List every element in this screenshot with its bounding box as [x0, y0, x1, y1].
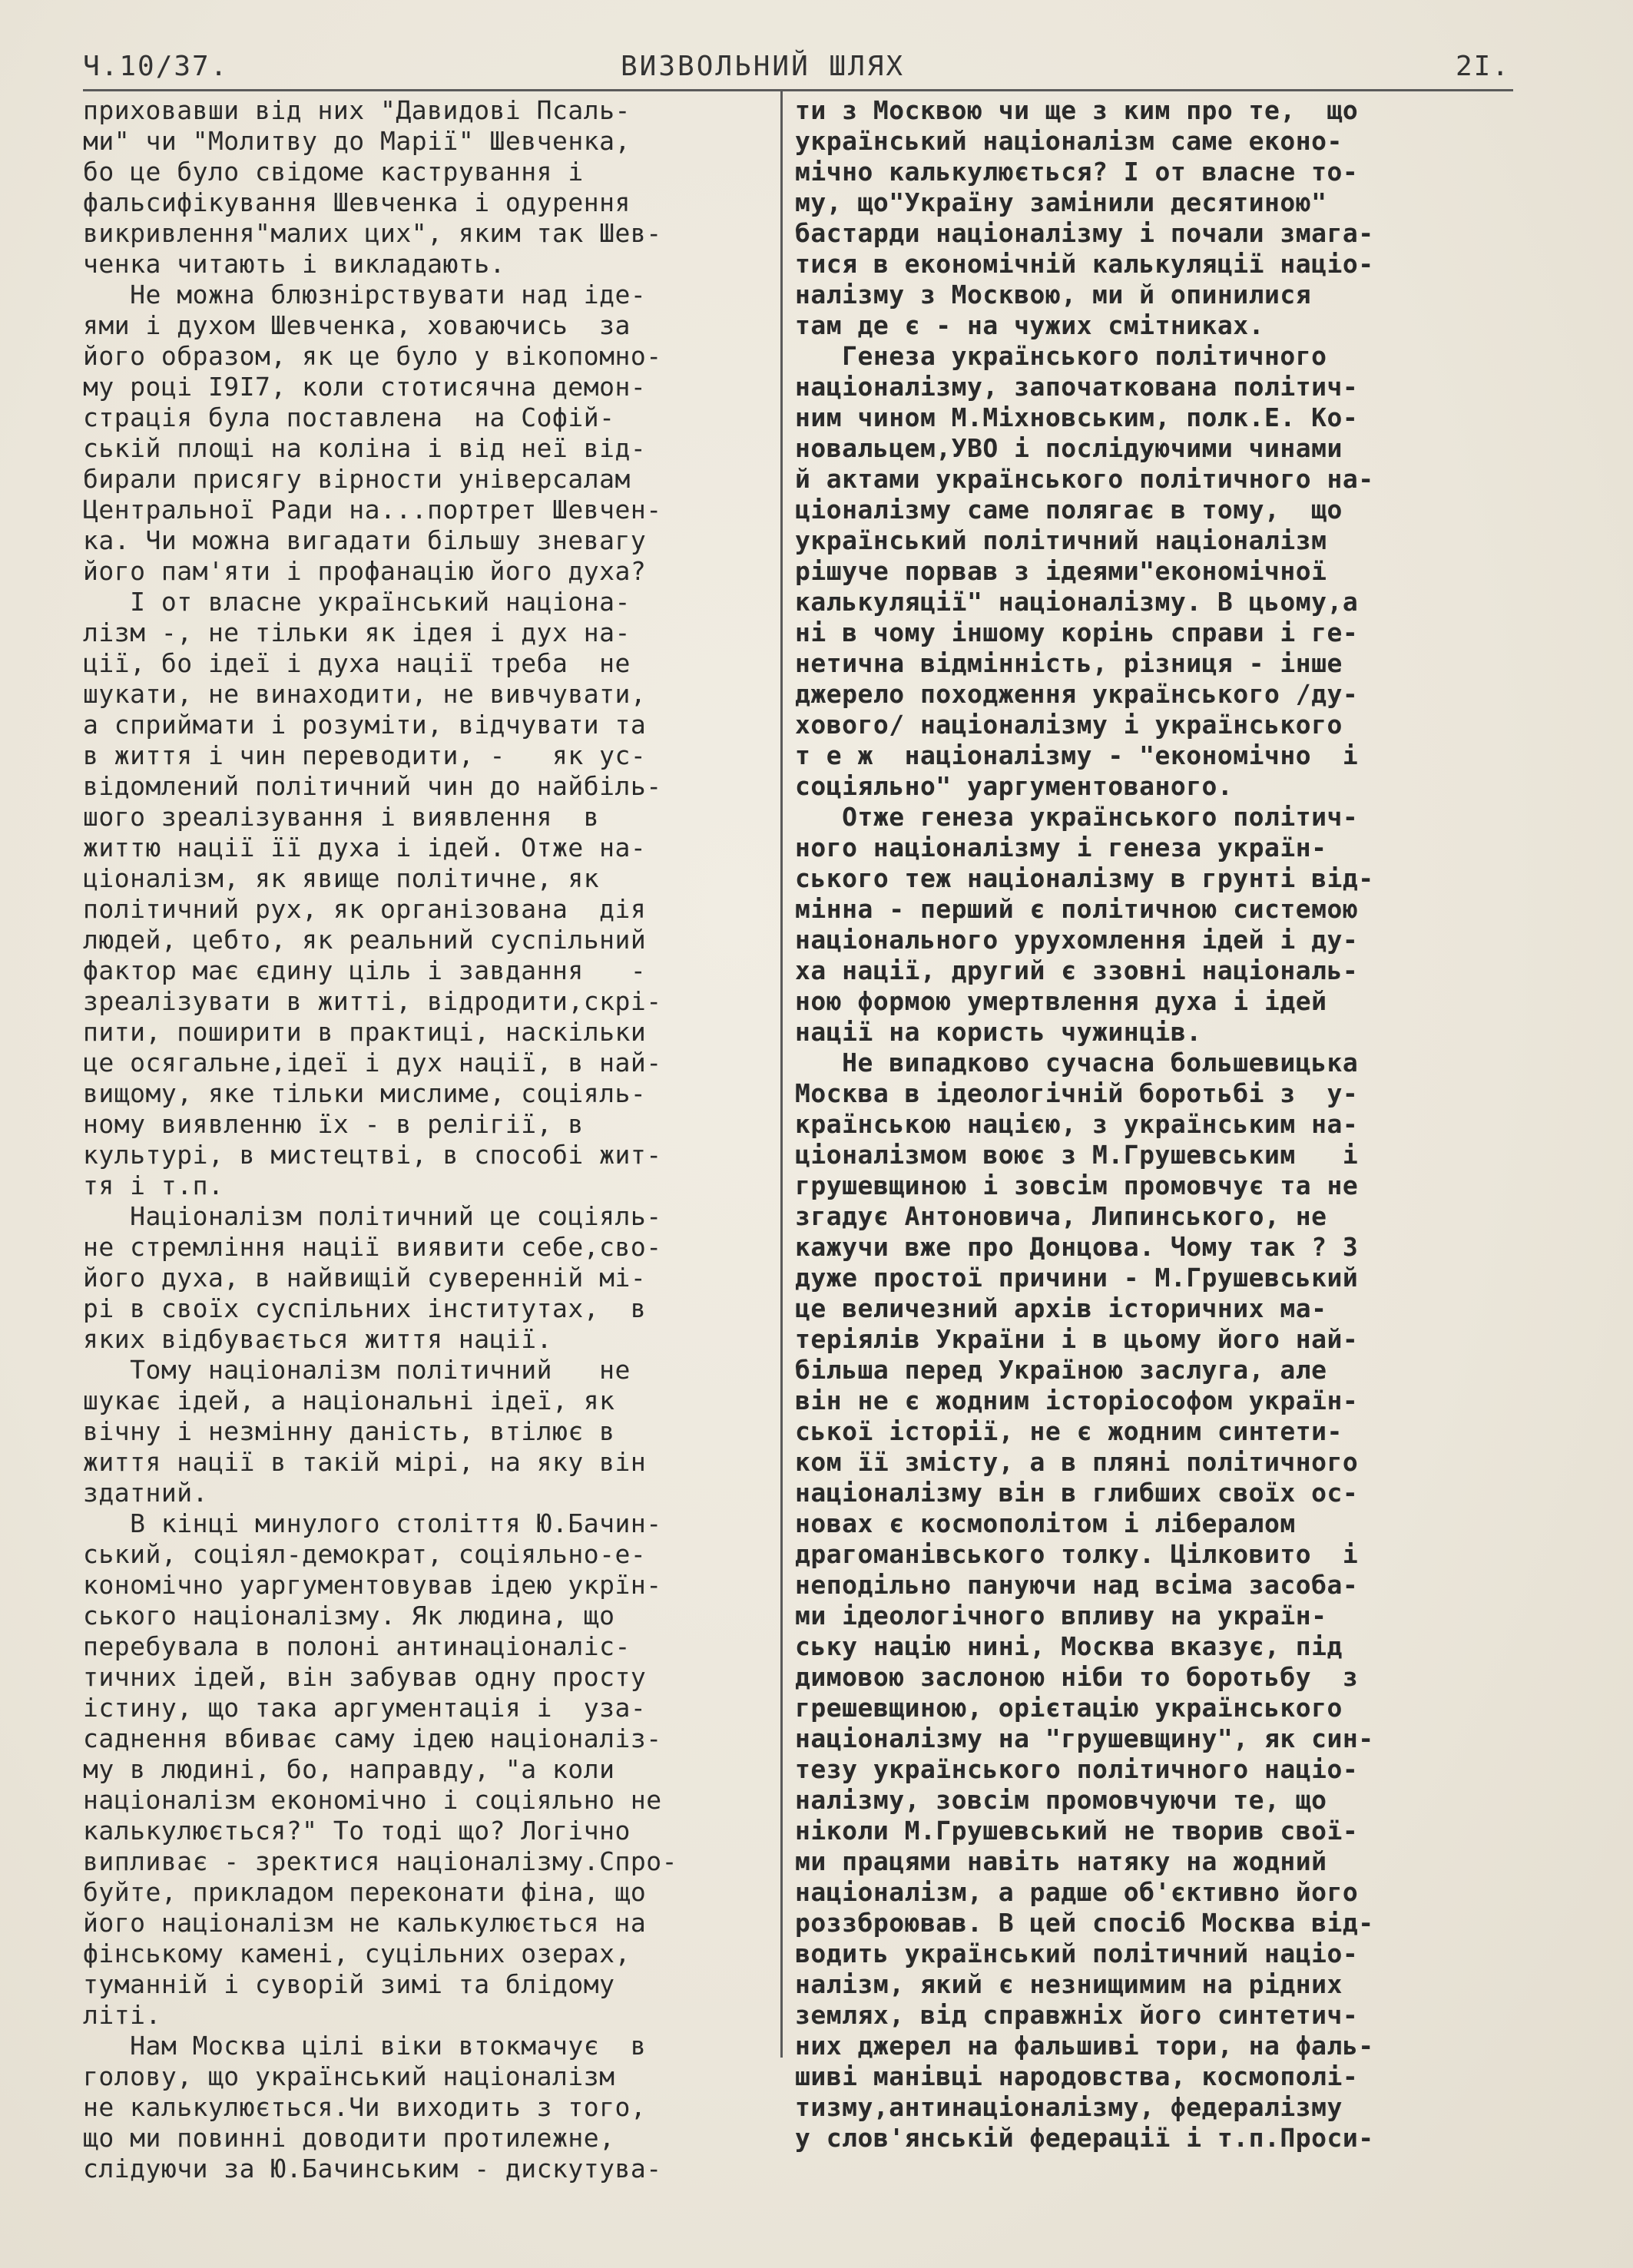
- text-line: неподільно пануючи над всіма засоба-: [795, 1570, 1359, 1600]
- text-line: згадує Антоновича, Липинського, не: [795, 1201, 1327, 1231]
- text-line: ціоналізм, як явище політичне, як: [83, 863, 600, 893]
- text-line: му в людині, бо, направду, "а коли: [83, 1754, 615, 1784]
- text-line: ми працями навіть натяку на жодний: [795, 1846, 1327, 1876]
- text-line: бо це було свідоме кастрування і: [83, 157, 584, 187]
- text-line: тя і т.п.: [83, 1170, 224, 1200]
- text-line: ка. Чи можна вигадати більшу зневагу: [83, 525, 647, 555]
- text-line: В кінці минулого століття Ю.Бачин-: [83, 1508, 662, 1538]
- text-line: шукати, не винаходити, не вивчувати,: [83, 679, 647, 709]
- text-line: дуже простої причини - М.Грушевський: [795, 1263, 1359, 1293]
- text-line: націоналізму він в глибших своїх ос-: [795, 1478, 1359, 1508]
- text-line: налізму, зовсім промовчуючи те, що: [795, 1785, 1327, 1815]
- text-line: зреалізувати в житті, відродити,скрі-: [83, 986, 662, 1016]
- text-line: життю нації її духа і ідей. Отже на-: [83, 833, 647, 863]
- text-line: відомлений політичний чин до найбіль-: [83, 771, 662, 801]
- text-line: новах є космополітом і лібералом: [795, 1508, 1296, 1538]
- text-line: бастарди націоналізму і почали змага-: [795, 218, 1374, 248]
- text-line: націоналізм, а радше об'єктивно його: [795, 1877, 1359, 1907]
- text-line: в життя і чин переводити, - як ус-: [83, 740, 647, 770]
- text-line: це осягальне,ідеї і дух нації, в най-: [83, 1048, 662, 1078]
- text-line: туманній і суворій зимі та блідому: [83, 1969, 615, 1999]
- text-line: людей, цебто, як реальний суспільний: [83, 925, 647, 955]
- journal-title: ВИЗВОЛЬНИЙ ШЛЯХ: [621, 51, 906, 82]
- left-column: [83, 95, 767, 2184]
- text-line: нетична відмінність, різниця - інше: [795, 648, 1343, 678]
- text-line: кажучи вже про Донцова. Чому так ? З: [795, 1232, 1359, 1262]
- text-line: й актами українського політичного на-: [795, 464, 1374, 494]
- text-line: грешевщиною, орієтацію українського: [795, 1693, 1343, 1723]
- text-line: му, що"Україну замінили десятиною": [795, 187, 1327, 217]
- text-line: мінна - перший є політичною системою: [795, 894, 1359, 924]
- text-line: му році I9I7, коли стотисячна демон-: [83, 372, 647, 402]
- text-line: налізму з Москвою, ми й опинилися: [795, 280, 1312, 310]
- text-line: фінському камені, суцільних озерах,: [83, 1939, 631, 1968]
- text-line: викривлення"малих цих", яким так Шев-: [83, 218, 662, 248]
- text-line: страція була поставлена на Софій-: [83, 402, 615, 432]
- text-line: тезу українського політичного націо-: [795, 1754, 1359, 1784]
- text-line: істину, що така аргументація і уза-: [83, 1693, 647, 1723]
- text-line: шиві манівці народовства, космополі-: [795, 2061, 1359, 2091]
- text-line: рі в своїх суспільних інститутах, в: [83, 1293, 647, 1323]
- text-line: його націоналізм не калькулюється на: [83, 1908, 647, 1938]
- text-line: тизму,антинаціоналізму, федералізму: [795, 2092, 1343, 2122]
- text-line: ції, бо ідеї і духа нації треба не: [83, 648, 631, 678]
- text-line: ський, соціял-демократ, соціяльно-е-: [83, 1539, 647, 1569]
- text-line: Генеза українського політичного: [795, 341, 1327, 371]
- text-line: бирали присягу вірности універсалам: [83, 464, 631, 494]
- text-line: політичний рух, як організована дія: [83, 894, 647, 924]
- text-line: український націоналізм саме еконо-: [795, 126, 1343, 156]
- text-line: голову, що український націоналізм: [83, 2061, 615, 2091]
- text-line: ми ідеологічного впливу на україн-: [795, 1601, 1327, 1631]
- text-line: що ми повинні доводити протилежне,: [83, 2123, 615, 2153]
- text-line: ціоналізму саме полягає в тому, що: [795, 495, 1343, 525]
- text-line: Отже генеза українського політич-: [795, 802, 1359, 832]
- text-line: більша перед Україною заслуга, але: [795, 1355, 1327, 1385]
- text-line: він не є жодним історіософом україн-: [795, 1386, 1359, 1415]
- text-line: ями і духом Шевченка, ховаючись за: [83, 310, 631, 340]
- text-line: драгоманівського толку. Цілковито і: [795, 1539, 1359, 1569]
- page-header: [83, 51, 1510, 89]
- text-line: шого зреалізування і виявлення в: [83, 802, 600, 832]
- text-line: його пам'яти і профанацію його духа?: [83, 556, 647, 586]
- text-line: водить український політичний націо-: [795, 1939, 1359, 1968]
- text-line: Націоналізм політичний це соціяль-: [83, 1201, 662, 1231]
- text-line: Центральної Ради на...портрет Шевчен-: [83, 495, 662, 525]
- text-line: ти з Москвою чи ще з ким про те, що: [795, 95, 1359, 125]
- text-line: ного націоналізму і генеза україн-: [795, 833, 1327, 863]
- text-line: здатний.: [83, 1478, 208, 1508]
- text-line: не стремління нації виявити себе,сво-: [83, 1232, 662, 1262]
- text-line: калькулюється?" То тоді що? Логічно: [83, 1816, 631, 1846]
- text-line: яких відбувається життя нації.: [83, 1324, 553, 1354]
- text-line: Москва в ідеологічній боротьбі з у-: [795, 1078, 1359, 1108]
- text-line: вищому, яке тільки мислиме, соціяль-: [83, 1078, 647, 1108]
- text-line: кономічно уаргументовував ідею укрїн-: [83, 1570, 662, 1600]
- text-line: калькуляції" націоналізму. В цьому,а: [795, 587, 1359, 617]
- text-line: грушевщиною і зовсім промовчує та не: [795, 1170, 1359, 1200]
- text-line: національного урухомлення ідей і ду-: [795, 925, 1359, 955]
- text-line: джерело походження українського /ду-: [795, 679, 1359, 709]
- text-line: це величезний архів історичних ма-: [795, 1293, 1327, 1323]
- text-line: ха нації, другий є ззовні національ-: [795, 955, 1359, 985]
- text-line: ми" чи "Молитву до Марії" Шевченка,: [83, 126, 631, 156]
- text-line: шукає ідей, а національні ідеї, як: [83, 1386, 615, 1415]
- text-line: ним чином М.Міхновським, полк.Е. Ко-: [795, 402, 1359, 432]
- text-line: фактор має єдину ціль і завдання -: [83, 955, 647, 985]
- text-line: мічно калькулюється? I от власне то-: [795, 157, 1359, 187]
- text-line: ні в чому іншому корінь справи і ге-: [795, 617, 1359, 647]
- text-line: рішуче порвав з ідеями"економічної: [795, 556, 1327, 586]
- column-divider: [780, 91, 783, 2058]
- text-line: культурі, в мистецтві, в способі жит-: [83, 1140, 662, 1170]
- text-line: Тому націоналізм політичний не: [83, 1355, 631, 1385]
- header-rule: [83, 89, 1513, 91]
- text-line: вічну і незмінну даність, втілює в: [83, 1416, 615, 1446]
- text-line: соціяльно" уаргументованого.: [795, 771, 1234, 801]
- text-line: літі.: [83, 2000, 161, 2030]
- text-line: приховавши від них "Давидові Псаль-: [83, 95, 631, 125]
- text-line: там де є - на чужих смітниках.: [795, 310, 1265, 340]
- right-column: [795, 95, 1509, 2154]
- text-line: буйте, прикладом переконати фіна, що: [83, 1877, 647, 1907]
- text-line: саднення вбиває саму ідею націоналіз-: [83, 1723, 662, 1753]
- text-line: ною формою умертвлення духа і ідей: [795, 986, 1327, 1016]
- text-line: ніколи М.Грушевський не творив свої-: [795, 1816, 1359, 1846]
- text-line: роззброював. В цей спосіб Москва від-: [795, 1908, 1374, 1938]
- page-number: 2I.: [1455, 51, 1510, 82]
- text-line: тися в економічній калькуляції націо-: [795, 249, 1374, 279]
- text-line: нації на користь чужинців.: [795, 1017, 1202, 1047]
- issue-number: Ч.10/37.: [83, 51, 229, 82]
- text-line: ціоналізмом воює з М.Грушевським і: [795, 1140, 1359, 1170]
- text-line: ську націю нині, Москва вказує, під: [795, 1631, 1343, 1661]
- text-line: слідуючи за Ю.Бачинським - дискутува-: [83, 2154, 662, 2184]
- text-line: ського націоналізму. Як людина, що: [83, 1601, 615, 1631]
- text-line: випливає - зректися націоналізму.Спро-: [83, 1846, 677, 1876]
- text-line: країнською нацією, з українським на-: [795, 1109, 1359, 1139]
- text-line: ській площі на коліна і від неї від-: [83, 433, 647, 463]
- text-line: не калькулюється.Чи виходить з того,: [83, 2092, 647, 2122]
- text-line: землях, від справжніх його синтетич-: [795, 2000, 1359, 2030]
- text-line: Не можна блюзнірствувати над іде-: [83, 280, 647, 310]
- text-line: димовою заслоною ніби то боротьбу з: [795, 1662, 1359, 1692]
- text-line: націоналізму на "грушевщину", як син-: [795, 1723, 1374, 1753]
- text-line: ному виявленню їх - в релігії, в: [83, 1109, 584, 1139]
- text-line: ського теж націоналізму в грунті від-: [795, 863, 1374, 893]
- text-line: націоналізму, започаткована політич-: [795, 372, 1359, 402]
- text-line: тичних ідей, він забував одну просту: [83, 1662, 647, 1692]
- text-line: перебувала в полоні антинаціоналіс-: [83, 1631, 631, 1661]
- text-line: націоналізм економічно і соціяльно не: [83, 1785, 662, 1815]
- text-line: життя нації в такій мірі, на яку він: [83, 1447, 647, 1477]
- text-line: них джерел на фальшиві тори, на фаль-: [795, 2031, 1374, 2061]
- text-line: I от власне український націона-: [83, 587, 631, 617]
- text-line: ком її змісту, а в пляні політичного: [795, 1447, 1359, 1477]
- text-line: а сприймати і розуміти, відчувати та: [83, 710, 647, 740]
- text-line: т е ж націоналізму - "економічно і: [795, 740, 1359, 770]
- text-line: налізм, який є незнищимим на рідних: [795, 1969, 1343, 1999]
- text-line: лізм -, не тільки як ідея і дух на-: [83, 617, 631, 647]
- text-line: український політичний націоналізм: [795, 525, 1327, 555]
- text-line: його духа, в найвищій суверенній мі-: [83, 1263, 647, 1293]
- text-line: хового/ націоналізму і українського: [795, 710, 1343, 740]
- text-line: Нам Москва цілі віки втокмачує в: [83, 2031, 647, 2061]
- text-line: ської історії, не є жодним синтети-: [795, 1416, 1343, 1446]
- text-line: новальцем,УВО і послідуючими чинами: [795, 433, 1343, 463]
- text-line: у слов'янській федерації і т.п.Проси-: [795, 2123, 1374, 2153]
- text-line: фальсифікування Шевченка і одурення: [83, 187, 631, 217]
- text-line: його образом, як це було у вікопомно-: [83, 341, 662, 371]
- text-line: ченка читають і викладають.: [83, 249, 505, 279]
- text-line: Не випадково сучасна большевицька: [795, 1048, 1359, 1078]
- text-line: теріялів України і в цьому його най-: [795, 1324, 1359, 1354]
- text-line: пити, поширити в практиці, наскільки: [83, 1017, 647, 1047]
